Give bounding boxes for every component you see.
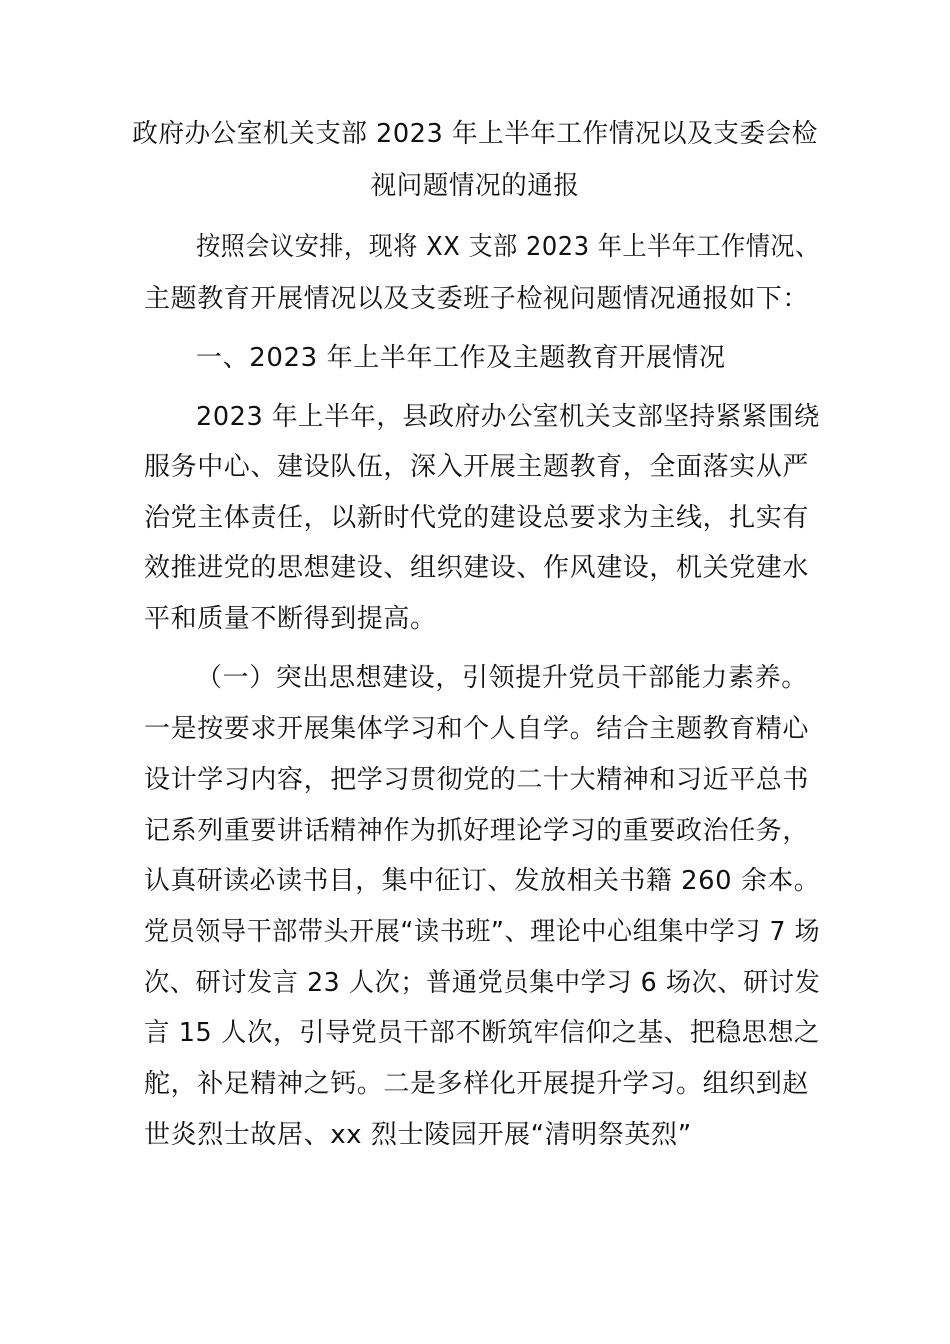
paragraph-2-line-3: 记系列重要讲话精神作为抓好理论学习的重要政治任务， (144, 816, 810, 846)
paragraph-2-line-7: 言 15 人次，引导党员干部不断筑牢信仰之基、把稳思想之 (144, 1018, 820, 1048)
document-title-line-1: 政府办公室机关支部 2023 年上半年工作情况以及支委会检 (132, 119, 818, 149)
section-heading-1: 一、2023 年上半年工作及主题教育开展情况 (196, 343, 726, 373)
paragraph-2-line-4: 认真研读必读书目，集中征订、发放相关书籍 260 余本。 (144, 866, 821, 896)
paragraph-intro-line-1: 按照会议安排，现将 XX 支部 2023 年上半年工作情况、 (196, 232, 820, 262)
paragraph-1-line-4: 效推进党的思想建设、组织建设、作风建设，机关党建水 (144, 553, 810, 583)
paragraph-1-line-3: 治党主体责任，以新时代党的建设总要求为主线，扎实有 (144, 503, 810, 533)
paragraph-2-line-1: 一是按要求开展集体学习和个人自学。结合主题教育精心 (144, 714, 810, 744)
paragraph-1-line-1: 2023 年上半年，县政府办公室机关支部坚持紧紧围绕 (196, 402, 820, 432)
paragraph-2-line-8: 舵，补足精神之钙。二是多样化开展提升学习。组织到赵 (144, 1069, 810, 1099)
paragraph-1-line-5: 平和质量不断得到提高。 (144, 604, 437, 634)
paragraph-2-line-6: 次、研讨发言 23 人次；普通党员集中学习 6 场次、研讨发 (144, 968, 821, 998)
paragraph-2-line-2: 设计学习内容，把学习贯彻党的二十大精神和习近平总书 (144, 765, 810, 795)
document-title-line-2: 视问题情况的通报 (370, 171, 580, 201)
paragraph-2-line-9: 世炎烈士故居、xx 烈士陵园开展“清明祭英烈” (144, 1120, 692, 1150)
paragraph-2-line-5: 党员领导干部带头开展“读书班”、理论中心组集中学习 7 场 (144, 917, 821, 947)
paragraph-1-line-2: 服务中心、建设队伍，深入开展主题教育，全面落实从严 (144, 452, 810, 482)
paragraph-intro-line-2: 主题教育开展情况以及支委班子检视问题情况通报如下： (144, 284, 810, 314)
subsection-heading-1: （一）突出思想建设，引领提升党员干部能力素养。 (196, 663, 808, 693)
